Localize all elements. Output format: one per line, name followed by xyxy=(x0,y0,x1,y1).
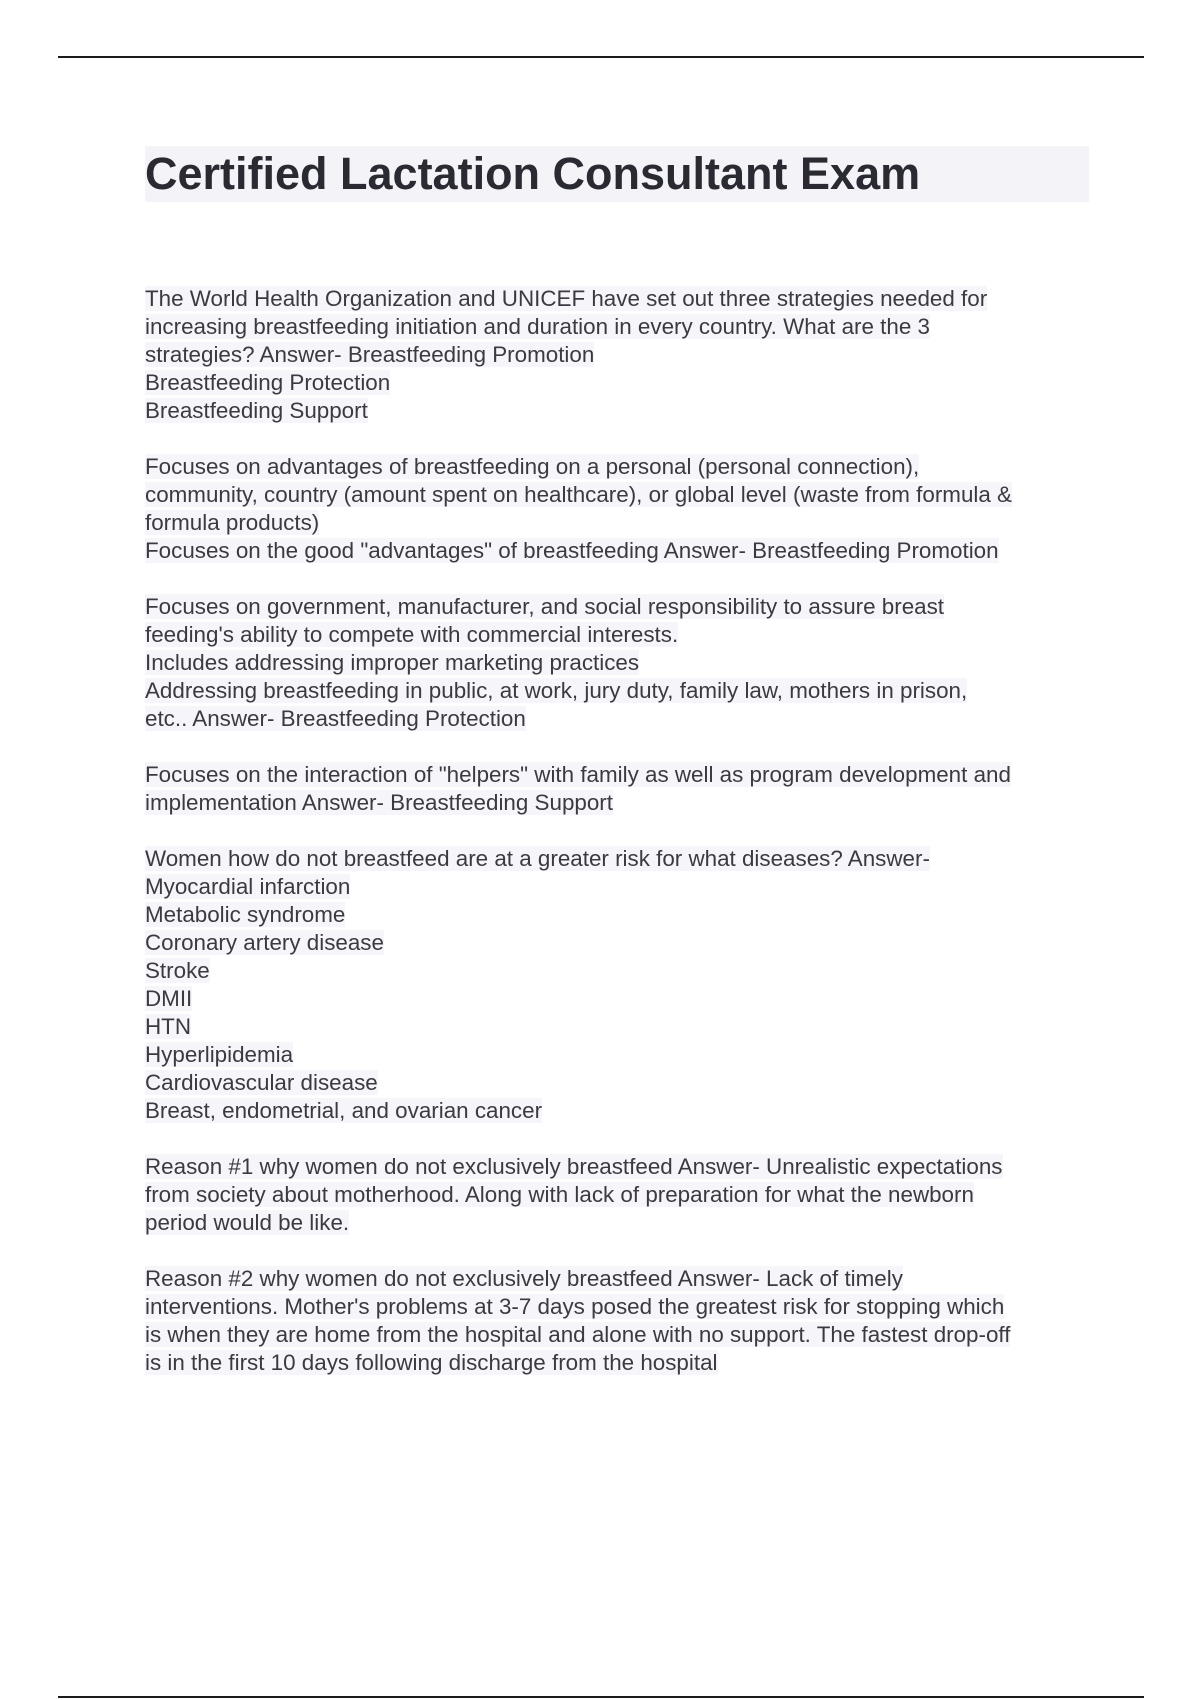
text-line: strategies? Answer- Breastfeeding Promotion xyxy=(145,342,595,367)
top-divider xyxy=(58,56,1144,58)
bottom-divider xyxy=(58,1696,1144,1698)
text-line: Cardiovascular disease xyxy=(145,1070,378,1095)
text-line: Includes addressing improper marketing practices xyxy=(145,650,640,675)
qa-block xyxy=(145,1153,1095,1237)
qa-block xyxy=(145,453,1095,565)
text-line: is in the first 10 days following discharge from the hospital xyxy=(145,1350,718,1375)
text-line: Focuses on advantages of breastfeeding on a personal (personal connection), xyxy=(145,454,920,479)
text-line: formula products) xyxy=(145,510,320,535)
qa-block xyxy=(145,1265,1095,1377)
text-line: Hyperlipidemia xyxy=(145,1042,294,1067)
text-line: increasing breastfeeding initiation and duration in every country. What are the 3 xyxy=(145,314,930,339)
qa-block xyxy=(145,593,1095,733)
text-line: Focuses on the good "advantages" of breastfeeding Answer- Breastfeeding Promotion xyxy=(145,538,999,563)
text-line: Women how do not breastfeed are at a greater risk for what diseases? Answer- xyxy=(145,846,930,871)
text-line: Addressing breastfeeding in public, at work, jury duty, family law, mothers in prison, xyxy=(145,678,968,703)
text-line: interventions. Mother's problems at 3-7 days posed the greatest risk for stopping which xyxy=(145,1294,1005,1319)
text-line: Coronary artery disease xyxy=(145,930,384,955)
qa-block xyxy=(145,761,1095,817)
text-line: DMII xyxy=(145,986,193,1011)
qa-list xyxy=(145,285,1095,1405)
text-line: period would be like. xyxy=(145,1210,350,1235)
text-line: Metabolic syndrome xyxy=(145,902,346,927)
text-line: implementation Answer- Breastfeeding Support xyxy=(145,790,613,815)
text-line: is when they are home from the hospital and alone with no support. The fastest drop-off xyxy=(145,1322,1011,1347)
text-line: etc.. Answer- Breastfeeding Protection xyxy=(145,706,526,731)
text-line: Focuses on government, manufacturer, and social responsibility to assure breast xyxy=(145,594,945,619)
text-line: Breastfeeding Protection xyxy=(145,370,391,395)
text-line: Focuses on the interaction of "helpers" with family as well as program development and xyxy=(145,762,1011,787)
text-line: The World Health Organization and UNICEF have set out three strategies needed for xyxy=(145,286,988,311)
text-line: Reason #2 why women do not exclusively breastfeed Answer- Lack of timely xyxy=(145,1266,903,1291)
text-line: feeding's ability to compete with commercial interests. xyxy=(145,622,679,647)
text-line: Breast, endometrial, and ovarian cancer xyxy=(145,1098,543,1123)
text-line: Reason #1 why women do not exclusively breastfeed Answer- Unrealistic expectations xyxy=(145,1154,1003,1179)
document-title: Certified Lactation Consultant Exam xyxy=(145,146,1089,202)
text-line: community, country (amount spent on healthcare), or global level (waste from formula & xyxy=(145,482,1012,507)
text-line: HTN xyxy=(145,1014,192,1039)
qa-block xyxy=(145,285,1095,425)
text-line: Stroke xyxy=(145,958,210,983)
qa-block xyxy=(145,845,1095,1125)
text-line: from society about motherhood. Along with lack of preparation for what the newborn xyxy=(145,1182,974,1207)
text-line: Breastfeeding Support xyxy=(145,398,368,423)
text-line: Myocardial infarction xyxy=(145,874,351,899)
